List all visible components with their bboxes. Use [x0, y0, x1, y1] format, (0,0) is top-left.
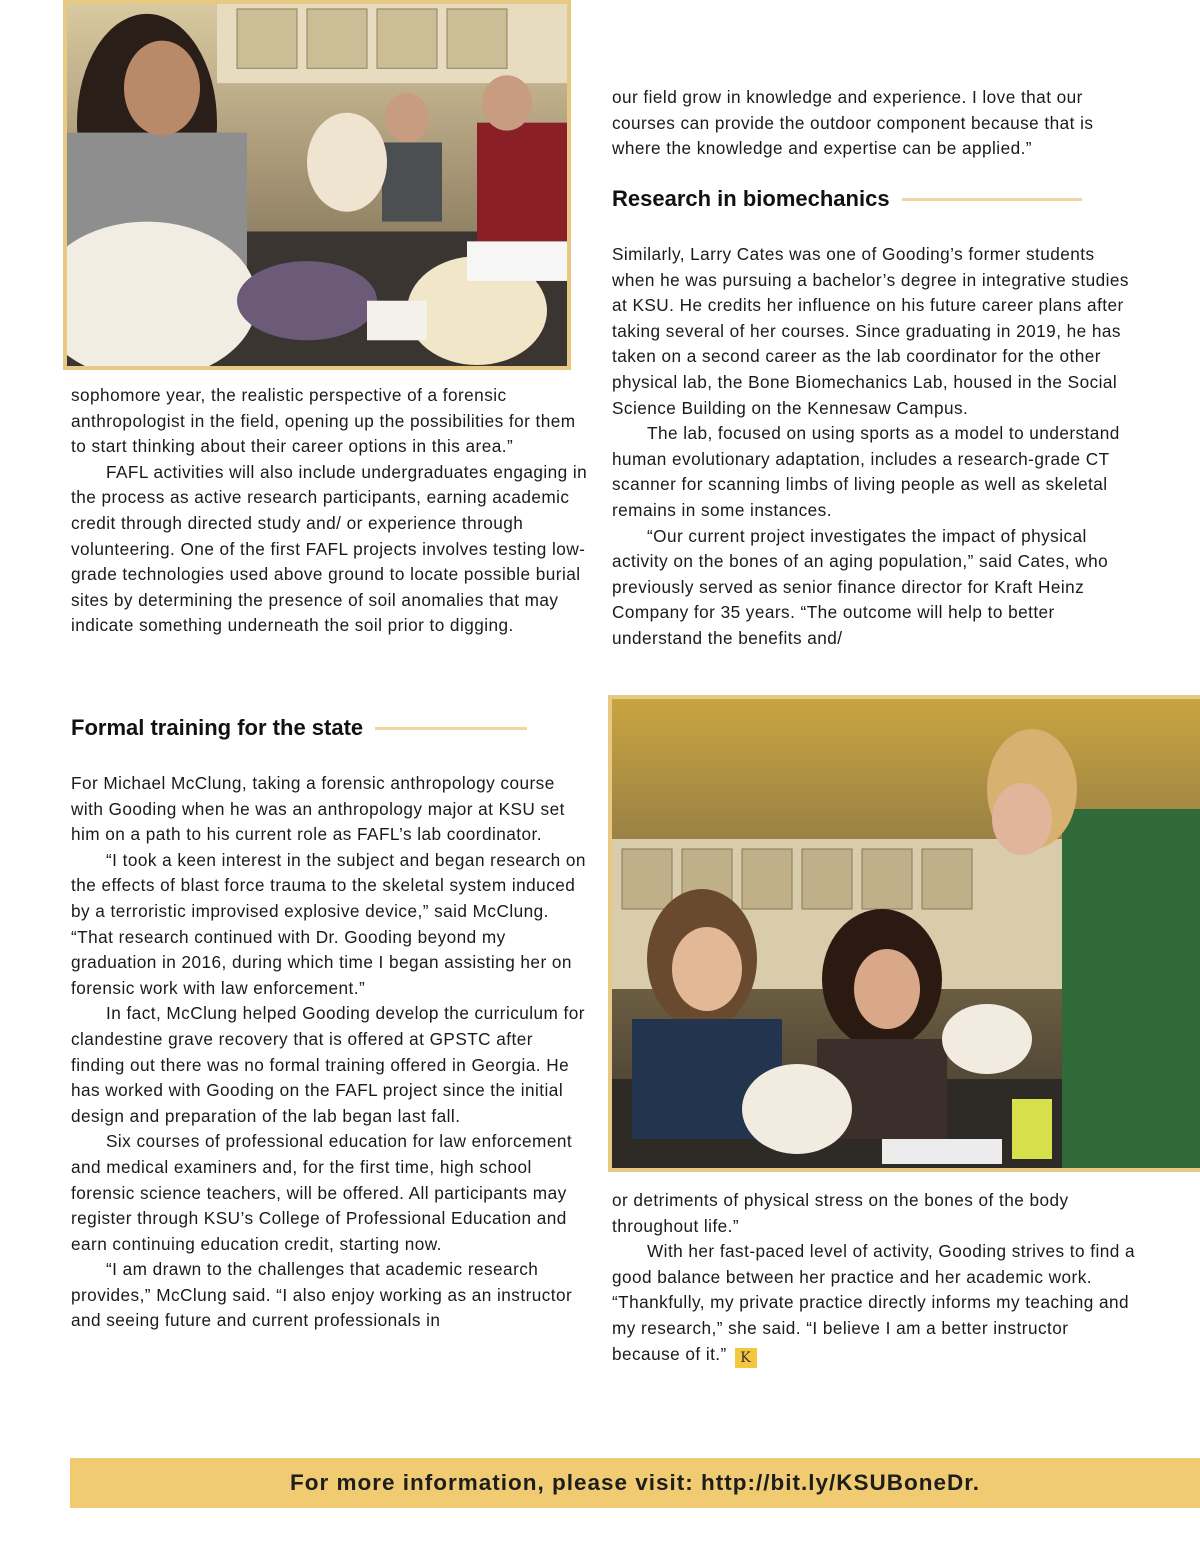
paragraph: FAFL activities will also include undergraduates engaging in the process as active research participants, earning academic credit through directed study and/ or experience through volunteering. One of the first FAFL projects involves testing low-grade technologies used above ground to locate possible burial sites by determining the presence of soil anomalies that may indicate something underneath the soil prior to digging. [71, 461, 588, 636]
paragraph: or detriments of physical stress on the bones of the body throughout life.” [612, 1190, 1069, 1236]
photo-instructor-with-students-and-skulls-image [612, 699, 1200, 1168]
right-column-section-text [612, 242, 1142, 652]
paragraph: In fact, McClung helped Gooding develop the curriculum for clandestine grave recovery that is offered at GPSTC after finding out there was no formal training offered in Georgia. He has worked with Gooding on the FAFL project since the initial design and preparation of the lab began last fall. [71, 1003, 585, 1126]
paragraph: The lab, focused on using sports as a model to understand human evolutionary adaptation, includes a research-grade CT scanner for scanning limbs of living people as well as skeletal remains in some instances. [612, 423, 1120, 520]
heading-rule [902, 198, 1082, 201]
section-heading-formal-training [71, 715, 527, 741]
heading-rule [375, 727, 527, 730]
paragraph: “Our current project investigates the impact of physical activity on the bones of an aging population,” said Cates, who previously served as senior finance director for Kraft Heinz Company for 35 years. “The outcome will help to better understand the benefits and/ [612, 525, 1109, 648]
photo-students-handling-skull-bones [63, 0, 571, 370]
section-heading-text: Formal training for the state [71, 715, 364, 740]
right-column-bottom-text [612, 1188, 1137, 1368]
paragraph: “I took a keen interest in the subject and began research on the effects of blast force trauma to the skeletal system induced by a terroristic improvised explosive device,” said McClung. “That research continued with Dr. Gooding beyond my graduation in 2016, during which time I began assisting her on forensic work with law enforcement.” [71, 849, 586, 998]
section-heading-text: Research in biomechanics [612, 186, 890, 211]
footer-info-link-text[interactable]: For more information, please visit: http://bit.ly/KSUBoneDr. [289, 1470, 981, 1495]
paragraph-final [612, 1239, 1137, 1367]
photo-students-handling-skull-bones-image [67, 4, 567, 366]
paragraph-text: With her fast-paced level of activity, Gooding strives to find a good balance between her practice and her academic work. “Thankfully, my private practice directly informs my teaching and my research,” she said. “I believe I am a better instructor because of it.” [612, 1241, 1135, 1364]
paragraph: Six courses of professional education for law enforcement and medical examiners and, for the first time, high school forensic science teachers, will be offered. All participants may register through KSU’s College of Professional Education and earn continuing education credit, starting now. [71, 1131, 573, 1254]
paragraph: For Michael McClung, taking a forensic anthropology course with Gooding when he was an anthropology major at KSU set him on a path to his current role as FAFL’s lab coordinator. [71, 773, 565, 845]
section-heading-research-biomechanics [612, 186, 1082, 212]
paragraph: “I am drawn to the challenges that academic research provides,” McClung said. “I also enjoy working as an instructor and seeing future and current professionals in [71, 1259, 573, 1331]
photo-instructor-with-students-and-skulls [608, 695, 1200, 1172]
left-column-section-text [71, 771, 591, 1334]
left-column-top-text [71, 383, 591, 639]
paragraph: our field grow in knowledge and experience. I love that our courses can provide the outdoor component because that is where the knowledge and expertise can be applied.” [612, 87, 1094, 159]
ksu-end-mark-icon: K [735, 1348, 757, 1368]
right-column-top-text [612, 85, 1137, 162]
footer-banner [70, 1458, 1200, 1508]
paragraph: sophomore year, the realistic perspective of a forensic anthropologist in the field, opening up the possibilities for them to start thinking about their career options in this area.” [71, 385, 576, 457]
paragraph: Similarly, Larry Cates was one of Gooding’s former students when he was pursuing a bachelor’s degree in integrative studies at KSU. He credits her influence on his future career plans after taking several of her courses. Since graduating in 2019, he has taken on a second career as the lab coordinator for the other physical lab, the Bone Biomechanics Lab, housed in the Social Science Building on the Kennesaw Campus. [612, 244, 1129, 418]
